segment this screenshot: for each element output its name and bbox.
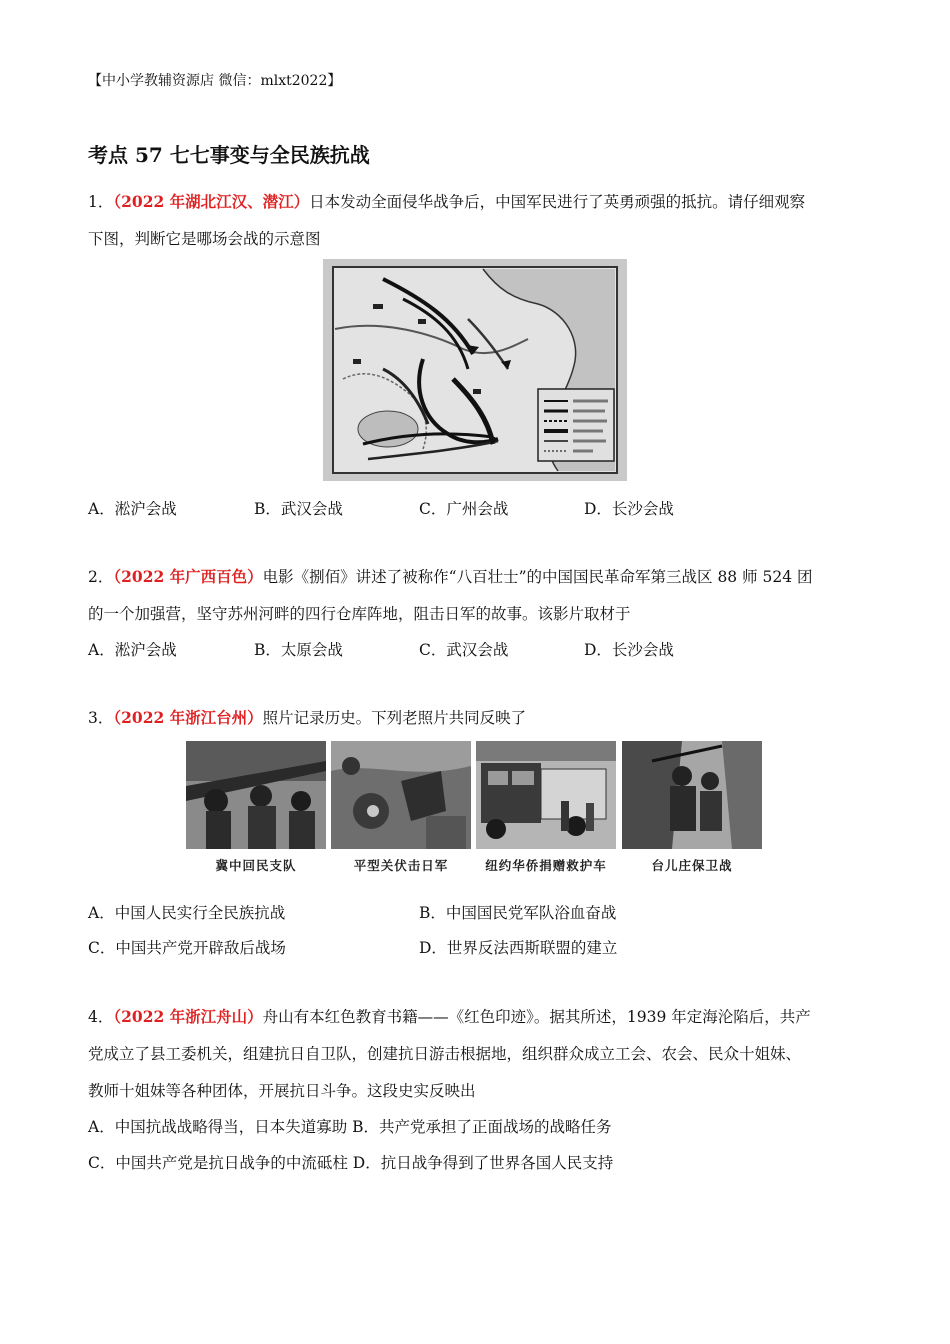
question-text: 照片记录历史。下列老照片共同反映了 (262, 709, 527, 727)
battle-map-graphic (323, 259, 627, 481)
options-q1 (88, 497, 868, 521)
options-q2 (88, 638, 868, 662)
question-source: （2022 年浙江台州） (113, 708, 263, 727)
option-b[interactable]: B．中国国民党军队浴血奋战 (419, 904, 617, 922)
option-a[interactable]: A．淞沪会战 (88, 641, 177, 659)
photo-caption: 纽约华侨捐赠救护车 (485, 858, 607, 873)
question-4 (88, 998, 868, 1110)
options-q4-row1[interactable]: A．中国抗战战略得当，日本失道寡助 B．共产党承担了正面战场的战略任务 (88, 1118, 612, 1136)
question-text: 党成立了县工委机关，组建抗日自卫队，创建抗日游击根据地，组织群众成立工会、农会、民众十姐妹、 (88, 1045, 802, 1063)
question-number: 2． (88, 568, 114, 586)
question-number: 3． (88, 709, 114, 727)
question-source: （2022 年广西百色） (113, 567, 263, 586)
option-c[interactable]: C．武汉会战 (419, 641, 509, 659)
question-number: 4． (88, 1008, 114, 1026)
photo-ambulance (476, 741, 616, 849)
option-b[interactable]: B．武汉会战 (254, 500, 343, 518)
options-q3-row1 (88, 901, 868, 925)
option-b[interactable]: B．太原会战 (254, 641, 343, 659)
question-text: 教师十姐妹等各种团体，开展抗日斗争。这段史实反映出 (88, 1082, 476, 1100)
question-text: 舟山有本红色教育书籍——《红色印迹》。据其所述，1939 年定海沦陷后，共产 (262, 1008, 811, 1026)
option-a[interactable]: A．中国人民实行全民族抗战 (88, 904, 286, 922)
photo-caption: 平型关伏击日军 (353, 858, 449, 873)
photo-caption: 冀中回民支队 (215, 858, 297, 873)
old-photos-strip (186, 741, 764, 879)
question-2 (88, 558, 868, 633)
question-text: 的一个加强营，坚守苏州河畔的四行仓库阵地，阻击日军的故事。该影片取材于 (88, 605, 631, 623)
question-3 (88, 699, 868, 737)
options-q3-row2 (88, 936, 868, 960)
question-1 (88, 183, 868, 258)
header-note: 【中小学教辅资源店 微信：mlxt2022】 (88, 73, 342, 89)
photo-caption: 台儿庄保卫战 (651, 858, 733, 873)
question-text: 日本发动全面侵华战争后，中国军民进行了英勇顽强的抵抗。请仔细观察 (309, 193, 806, 211)
question-source: （2022 年浙江舟山） (113, 1007, 263, 1026)
question-text: 电影《捌佰》讲述了被称作“八百壮士”的中国国民革命军第三战区 88 师 524 团 (262, 568, 813, 586)
photo-taierzhuang (622, 741, 762, 849)
question-number: 1． (88, 193, 114, 211)
photo-pingxingguan (331, 741, 471, 849)
question-text: 下图，判断它是哪场会战的示意图 (88, 230, 321, 248)
option-a[interactable]: A．淞沪会战 (88, 500, 177, 518)
question-source: （2022 年湖北江汉、潜江） (113, 192, 310, 211)
options-q4-row2[interactable]: C．中国共产党是抗日战争的中流砥柱 D．抗日战争得到了世界各国人民支持 (88, 1154, 614, 1172)
option-d[interactable]: D．长沙会战 (584, 500, 674, 518)
topic-title: 考点 57 七七事变与全民族抗战 (88, 143, 370, 167)
option-c[interactable]: C．广州会战 (419, 500, 509, 518)
option-d[interactable]: D．长沙会战 (584, 641, 674, 659)
option-c[interactable]: C．中国共产党开辟敌后战场 (88, 939, 286, 957)
battle-map-image (323, 259, 627, 481)
photo-hui-detachment (186, 741, 326, 849)
option-d[interactable]: D．世界反法西斯联盟的建立 (419, 939, 618, 957)
